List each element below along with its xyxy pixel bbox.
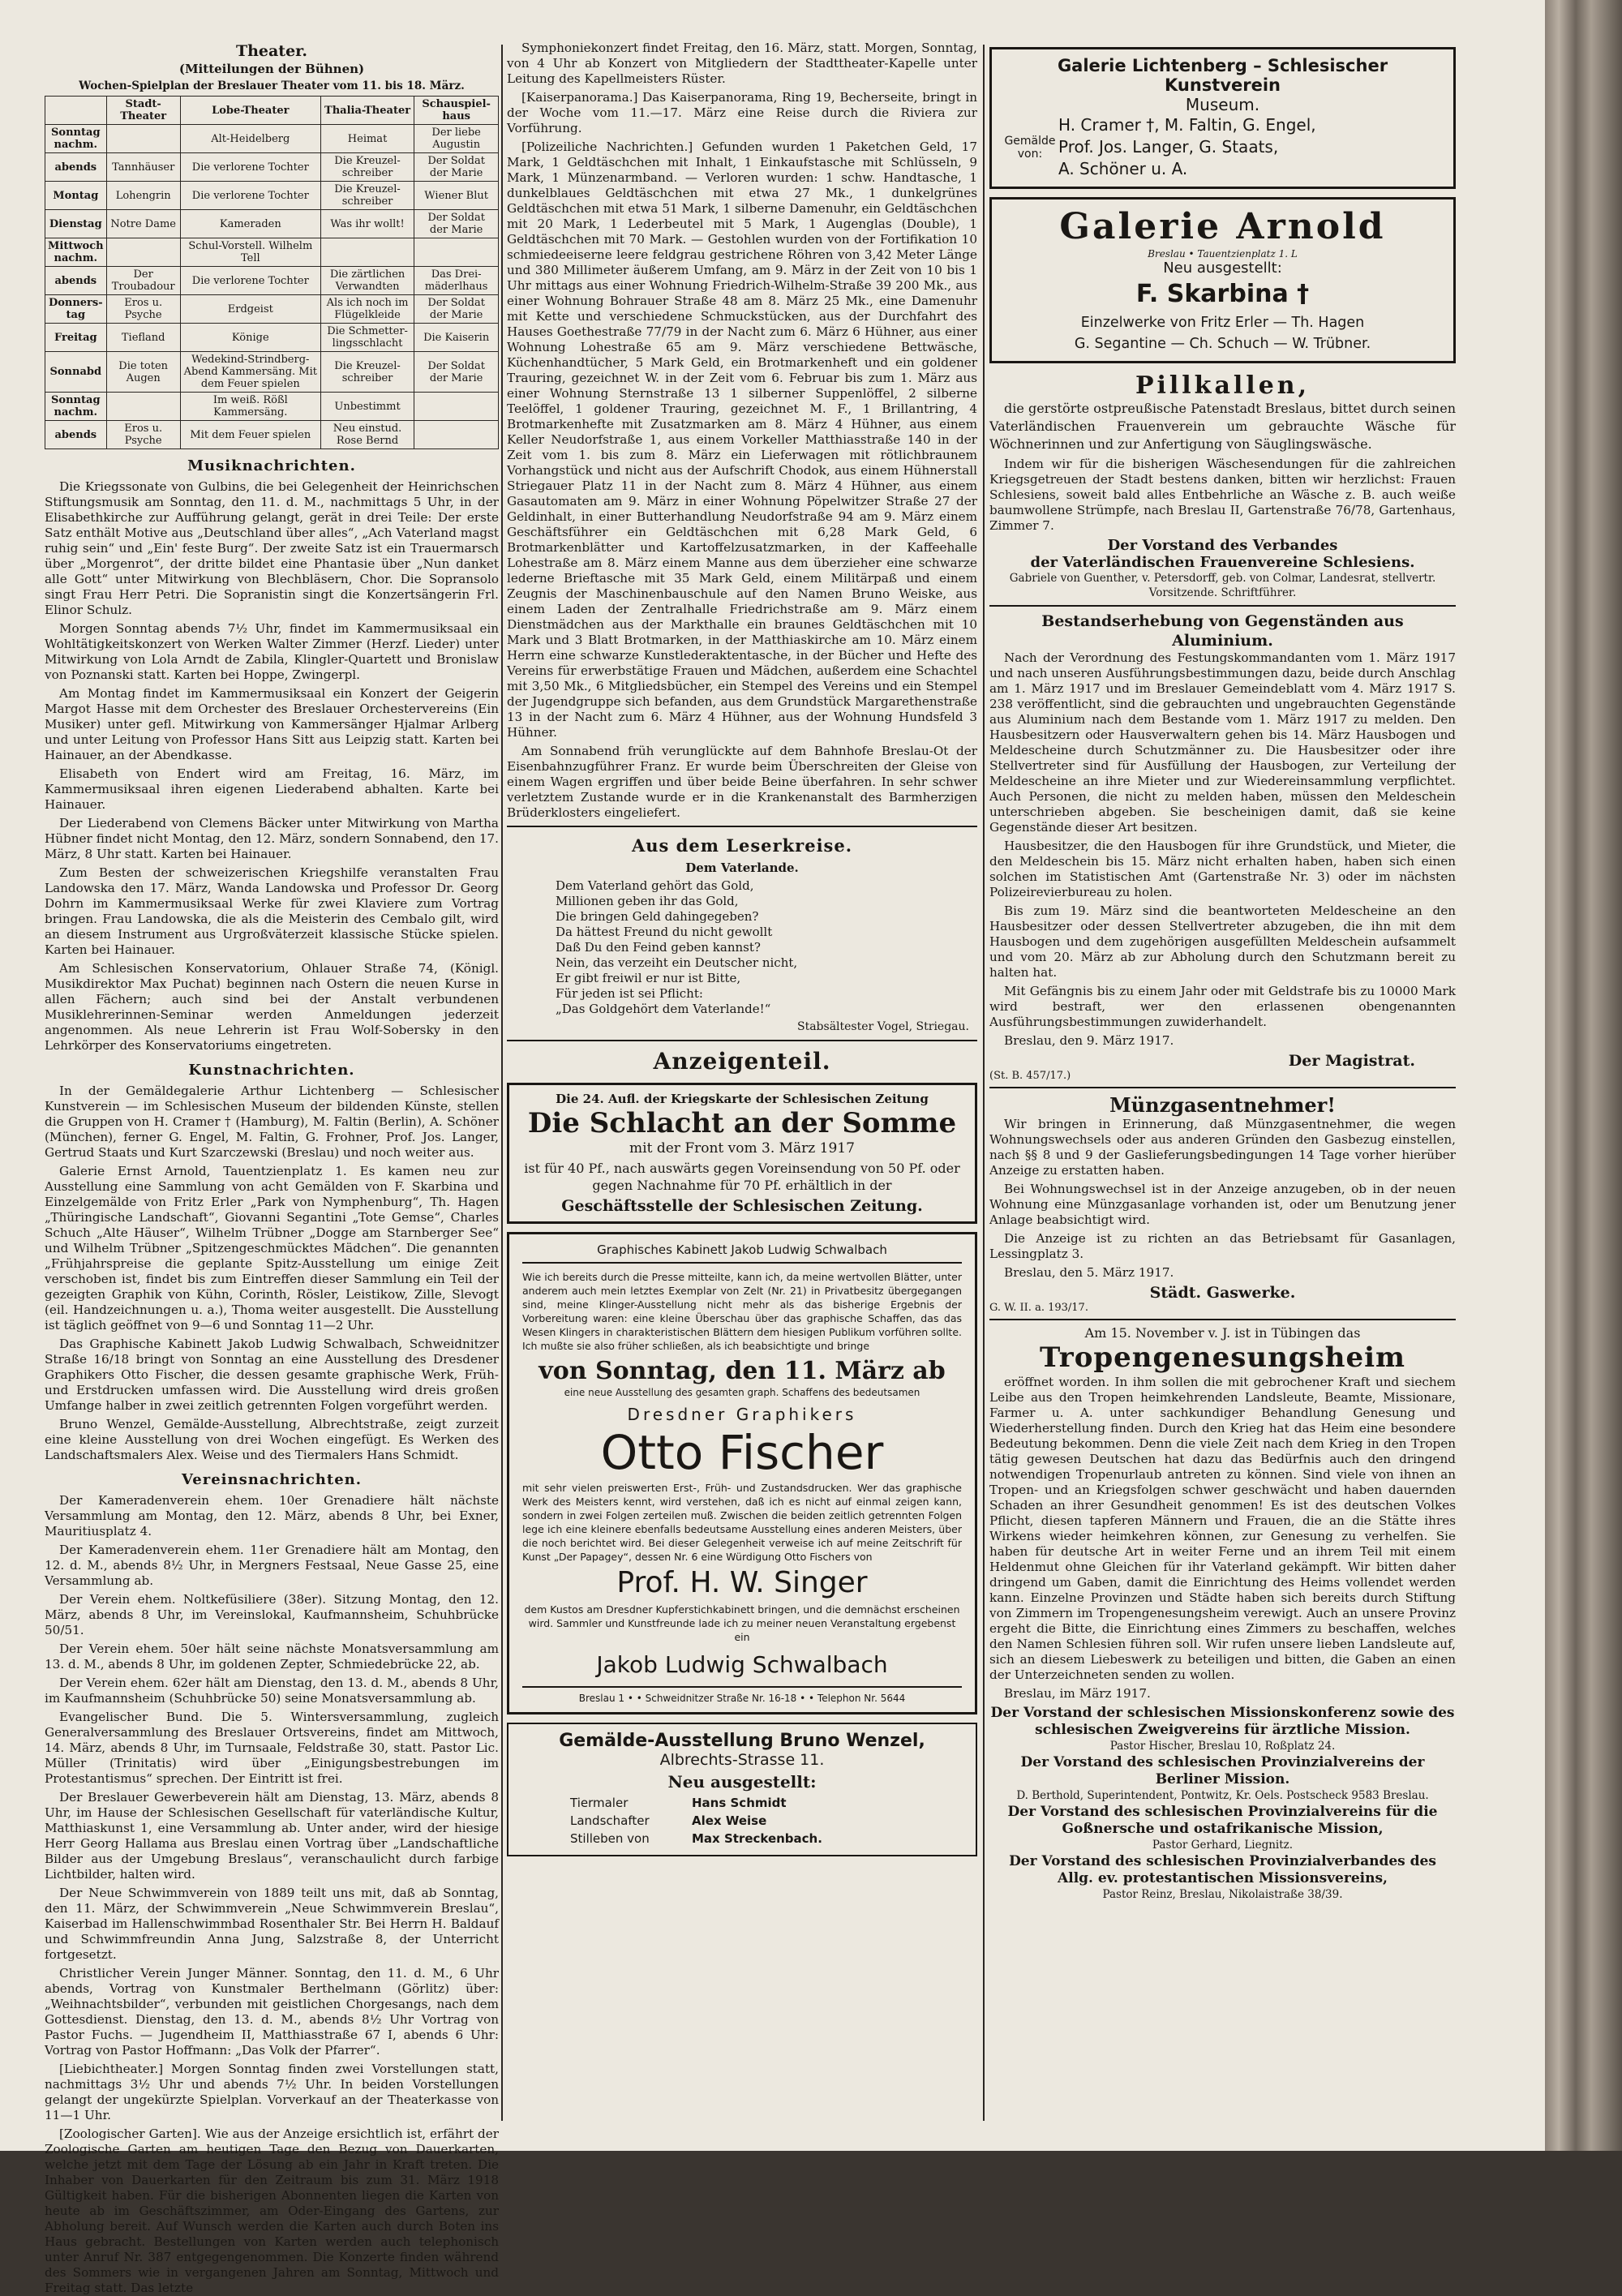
schwalbach-address: Breslau 1 • • Schweidnitzer Straße Nr. 16-18 • • Telephon Nr. 5644 <box>522 1686 962 1704</box>
divider <box>989 605 1456 607</box>
divider <box>989 1087 1456 1088</box>
divider <box>507 1040 977 1041</box>
paragraph: Der Kameradenverein ehem. 10er Grenadiere hält nächste Versammlung am Montag, den 12. März, abends 8 Uhr, bei Exner, Mauritiusplatz 4. <box>45 1493 499 1539</box>
kriegskarte-ad <box>507 1083 977 1224</box>
kriegskarte-line1: Die 24. Aufl. der Kriegskarte der Schlesischen Zeitung <box>556 1092 929 1106</box>
theater-cell: Die Kreuzel-schreiber <box>320 153 414 182</box>
poem-line: Da hättest Freund du nicht gewollt <box>556 925 773 939</box>
theater-cell: Die Schmetter-lingsschlacht <box>320 324 414 352</box>
paragraph: Morgen Sonntag abends 7½ Uhr, findet im Kammermusiksaal ein Wohltätigkeitskonzert von Werken Walter Zimmer (Herzf. Lieder) unter Mitwirkung von Lola Arndt de Zabila, Klingler-Quartett und Bronislaw von Poznanski statt. Karten bei Hoppe, Zwingerpl. <box>45 621 499 682</box>
pillkallen-title: Pillkallen, <box>1135 371 1311 400</box>
theater-cell: Das Drei-mäderlhaus <box>414 267 499 295</box>
paragraph: Bruno Wenzel, Gemälde-Ausstellung, Albrechtstraße, zeigt zurzeit eine kleine Ausstellung von drei Wochen eingefügt. Es Werken des Landschaftsmalers Alex. Weise und des Tiermalers Hans Schmidt. <box>45 1417 499 1462</box>
theater-cell: Eros u. Psyche <box>106 421 180 449</box>
theater-cell: Montag <box>45 182 107 210</box>
lichtenberg-artist-line: H. Cramer †, M. Faltin, G. Engel, <box>1058 115 1316 135</box>
theater-cell: Sonnabd <box>45 352 107 393</box>
lichtenberg-artists <box>1058 114 1444 180</box>
theater-cell: Eros u. Psyche <box>106 295 180 324</box>
musik-title: Musiknachrichten. <box>187 457 356 474</box>
theater-cell: Könige <box>180 324 320 352</box>
wenzel-item <box>570 1813 963 1829</box>
kaiserpanorama-paragraph: [Kaiserpanorama.] Das Kaiserpanorama, Ring 19, Becherseite, bringt in der Woche vom 11.—17. März eine Reise durch die Riviera zur Vorführung. <box>507 90 977 135</box>
theater-cell: Die Kaiserin <box>414 324 499 352</box>
liebich-paragraph: [Liebichtheater.] Morgen Sonntag finden zwei Vorstellungen statt, nachmittags 3½ Uhr und abends 7½ Uhr. In beiden Vorstellungen gelangt der ungekürzte Spielplan. Vorverkauf an der Theaterkasse von 11—1 Uhr. <box>45 2062 499 2122</box>
zoo-paragraph: [Zoologischer Garten]. Wie aus der Anzeige ersichtlich ist, erfährt der Zoologische Garten am heutigen Tage den Bezug von Dauerkarten, welche jetzt mit dem Tage der Lösung ab ein Jahr in Kraft treten. Die Inhaber von Dauerkarten für den Zeitraum bis zum 31. März 1918 Gültigkeit haben. Für die bisherigen Abonnenten liegen die Karten von heute ab im Geschäftszimmer, am Oder-Eingang des Gartens, zur Abholung bereit. Auf Wunsch werden die Karten auch durch Boten ins Haus gebracht. Bestellungen von Karten werden auch telephonisch unter Anruf Nr. 387 entgegengenommen. Die Konzerte finden während des Sommers wie in vergangenen Jahren am Sonntag, Mittwoch und Freitag statt. Das letzte <box>45 2126 499 2295</box>
theater-cell: Alt-Heidelberg <box>180 125 320 153</box>
theater-cell: Sonntag nachm. <box>45 125 107 153</box>
tropen-title: Tropengenesungsheim <box>1039 1341 1406 1374</box>
theater-cell: Die toten Augen <box>106 352 180 393</box>
tropen-signers <box>989 1705 1456 1902</box>
schwalbach-artist: Otto Fischer <box>600 1425 884 1480</box>
theater-cell <box>414 238 499 267</box>
theater-cell <box>414 393 499 421</box>
poem-lines <box>507 878 977 1017</box>
leserkreis-title: Aus dem Leserkreise. <box>631 835 853 856</box>
theater-cell: Die verlorene Tochter <box>180 267 320 295</box>
poem-line: „Das Goldgehört dem Vaterlande!“ <box>556 1002 771 1016</box>
theater-row <box>45 267 499 295</box>
bestand-date: Breslau, den 9. März 1917. <box>1004 1033 1174 1048</box>
arnold-name: F. Skarbina † <box>1135 280 1310 308</box>
paragraph: Am Schlesischen Konservatorium, Ohlauer Straße 74, (Königl. Musikdirektor Max Puchat) beginnen nach Ostern die neuen Kurse in allen Fächern; auch sind bei der Anstalt verbundenen Musiklehrerinnen-Seminar werden Anmeldungen jederzeit angenommen. Als neue Lehrerin ist Frau Wolf-Sobersky in den Lehrkörper des Konservatoriums eingetreten. <box>45 961 499 1053</box>
theater-cell: Schul-Vorstell. Wilhelm Tell <box>180 238 320 267</box>
theater-cell: Im weiß. Rößl Kammersäng. <box>180 393 320 421</box>
tropen-signer-line: Pastor Hischer, Breslau 10, Roßplatz 24. <box>1109 1740 1336 1753</box>
tropen-date: Breslau, im März 1917. <box>1004 1686 1151 1701</box>
unfall-paragraph: Am Sonnabend früh verunglückte auf dem Bahnhofe Breslau-Ot der Eisenbahnzugführer Franz. Er wurde beim Überschreiten der Gleise von einem Wagen ergriffen und über beide Beine überfahren. In sehr schwer verletztem Zustande wurde er in die Krankenanstalt des Barmherzigen Brüderklosters eingeliefert. <box>507 744 977 820</box>
paragraph: Am Montag findet im Kammermusiksaal ein Konzert der Geigerin Margot Hasse mit dem Orchester des Breslauer Orchestervereins (Ein Musiker) unter gefl. Mitwirkung von Kammersänger Hjalmar Arlberg und unter Leitung von Professor Hans Sitt aus Leipzig statt. Karten bei Hainauer, an der Abendkasse. <box>45 686 499 762</box>
tropen-signer-line: Der Vorstand des schlesischen Provinzialvereins der Berliner Mission. <box>1020 1754 1425 1787</box>
poem-line: Daß Du den Feind geben kannst? <box>556 940 761 955</box>
theater-cell: Der liebe Augustin <box>414 125 499 153</box>
wenzel-title: Gemälde-Ausstellung Bruno Wenzel, <box>559 1731 925 1751</box>
schwalbach-intro: Wie ich bereits durch die Presse mitteilte, kann ich, da meine wertvollen Blätter, unter anderem auch mein letztes Exemplar von Zelt (Nr. 21) in Privatbesitz übergegangen sind, meine Klinger-Ausstellung nicht mehr als das bisherige Ergebnis der Vorbereitung waren: eine kleine Überschau über das graphische Schaffen, das das Wesen Klingers in charakteristischen Blättern dem hiesigen Publikum vorführen sollte. Ich mußte sie also früher schließen, als ich beabsichtigte und bringe <box>522 1271 962 1352</box>
theater-row <box>45 125 499 153</box>
poem-line: Millionen geben ihr das Gold, <box>556 894 739 908</box>
kriegskarte-office: Geschäftsstelle der Schlesischen Zeitung. <box>561 1197 923 1215</box>
theater-week: Wochen-Spielplan der Breslauer Theater vom 11. bis 18. März. <box>79 79 465 92</box>
wenzel-ad <box>507 1723 977 1856</box>
theater-cell: Heimat <box>320 125 414 153</box>
polizei-paragraph: [Polizeiliche Nachrichten.] Gefunden wurden 1 Paketchen Geld, 17 Mark, 1 Geldtäschchen mit Inhalt, 1 Einkaufstasche mit Schlüsseln, 9 Mark, 1 Münzenarmband. — Verloren wurden: 1 schw. Handtasche, 1 dunkelblaues Geldtäschchen mit etwa 27 Mk., 1 dunkelgrünes Geldtäschchen mit etwa 51 Mark, 1 silberne Damenuhr, ein Geldtäschchen mit 20 Mark, 1 Lederbeutel mit 5 Mark, 1 Augenglas (Double), 1 Geldtäschchen mit 70 Mark. — Gestohlen wurden von der Fortifikation 10 schmiedeeiserne leere feldgrau gestrichene Röhren von 3,42 Meter Länge und 380 Millimeter äußerem Umfang, am 9. März in der Zeit von 10 bis 1 Uhr mittags aus einer Wohnung Friedrich-Wilhelm-Straße 39 200 Mk., aus einer Wohnung Bohrauer Straße 48 am 8. März 25 Mk., eine Damenuhr mit Kette und verschiedene Schmuckstücken, aus der Durchfahrt des Hauses Goethestraße 77/79 in der Nacht zum 6. März 6 Hühner, aus einer Wohnung Lohestraße 65 am 9. März verschiedene Bettwäsche, Küchenhandtücher, 5 Mark Geld, ein Brotmarkenheft und ein goldener Trauring, gezeichnet W. in der Zeit vom 6. Februar bis zum 1. März aus einer Wohnung Sternstraße 13 1 silberner Suppenlöffel, 2 silberne Teelöffel, 1 goldener Trauring, gezeichnet M. F., 1 Brillantring, 4 Brotmarkenhefte mit Zusatzmarken am 8. März 4 Hühner, aus einem Keller Neudorfstraße 1, aus einem Vorkeller Matthiasstraße 140 in der Zeit vom 1. bis zum 8. März ein Lieferwagen mit rötlichbraunem Vorhangstück und nicht aus der Aufschrift Chodok, aus einem Hühnerstall Striegauer Platz 11 in der Nacht zum 8. März 4 Hühner, aus einem Gasautomaten am 9. März in einer Wohnung Pöpelwitzer Straße 27 der Geldinhalt, in einer Butterhandlung Neudorfstraße 94 am 9. März einem Geschäftsführer ein Geldtäschchen mit 6,28 Mark Geld, 6 Brotmarkenblätter und Kartoffelzusatzmarken, in der Kaffeehalle Lohestraße am 8. März einem Manne aus dem überzieher eine schwarze lederne Brieftasche mit 35 Mark Geld, einem Militärpaß und einem Zeugnis der Maschinenbauschule auf den Namen Bruno Weiske, aus einem Laden der Zentralhalle Friedrichstraße am 9. März einem Dienstmädchen aus der Markthalle ein braunes Geldtäschchen mit 10 Mark und 3 Blatt Brotmarken, in der Matthiaskirche am 10. März einem Herrn eine schwarze Kunstlederaktentasche, in der Bücher und Hefte des Vereins für erwerbstätige Frauen und Mädchen, außerdem eine Schachtel mit 3,50 Mk., 6 Mitgliedsbücher, ein Stempel des Vereins und ein Stempel der Jugendgruppe sich befanden, aus dem Grundstück Margarethenstraße 13 in der Nacht zum 6. März 4 Hühner, aus der Wohnung Hundsfeld 3 Hühner. <box>507 139 977 740</box>
kriegskarte-price: ist für 40 Pf., nach auswärts gegen Voreinsendung von 50 Pf. oder gegen Nachnahme für 70 Pf. erhältlich in der <box>524 1161 960 1193</box>
wenzel-item-name: Hans Schmidt <box>692 1796 787 1810</box>
theater-cell: Die Kreuzel-schreiber <box>320 182 414 210</box>
theater-cell: Tiefland <box>106 324 180 352</box>
theater-row <box>45 153 499 182</box>
paragraph: Der Neue Schwimmverein von 1889 teilt uns mit, daß ab Sonntag, den 11. März, der Schwimmverein „Neue Schwimmverein Breslau“, Kaiserbad im Hallenschwimmbad Rosenthaler Str. Bei Herrn H. Baldauf und Schwimmfreundin Anna Jung, Salzstraße 8, der Unterricht fortgesetzt. <box>45 1886 499 1962</box>
schwalbach-subline: eine neue Ausstellung des gesamten graph. Schaffens des bedeutsamen <box>564 1387 920 1398</box>
theater-row <box>45 352 499 393</box>
tropen-intro: Am 15. November v. J. ist in Tübingen das <box>1084 1325 1361 1341</box>
muenzgas-body2: Bei Wohnungswechsel ist in der Anzeige anzugeben, ob in der neuen Wohnung eine Münzgasanlage vorhanden ist, oder um Benutzung jener Anlage beabsichtigt wird. <box>989 1182 1456 1227</box>
column-rule-1 <box>501 45 503 2121</box>
bestand-body3: Bis zum 19. März sind die beantworteten Meldescheine an den Hausbesitzer oder dessen Stellvertreter abzugeben, die ihn mit dem Hausbogen und dem zugehörigen ausgefüllten Meldeschein aufsammelt und vom 20. März ab zur Abholung durch den Schutzmann bereit zu halten hat. <box>989 903 1456 980</box>
kunst-paragraphs <box>45 1084 499 1463</box>
wenzel-item-name: Max Streckenbach. <box>692 1831 822 1846</box>
paragraph: Der Verein ehem. 50er hält seine nächste Monatsversammlung am 13. d. M., abends 8 Uhr, im goldenen Zepter, Schmiedebrücke 22, ab. <box>45 1642 499 1672</box>
lichtenberg-artist-line: Prof. Jos. Langer, G. Staats, <box>1058 137 1279 157</box>
theater-cell <box>106 125 180 153</box>
schwalbach-body: mit sehr vielen preiswerten Erst-, Früh- und Zustandsdrucken. Wer das graphische Werk des Meisters kennt, wird verstehen, daß ich es nicht auf einmal zeigen kann, sondern in zwei Folgen zerteilen muß. Zwischen die beiden zeitlich getrennten Folgen lege ich eine kleinere ebenfalls bedeutsame Ausstellung eines anderen Meisters, über die noch berichtet wird. Bei dieser Gelegenheit verweise ich auf meine Zeitschrift für Kunst „Der Papagey“, dessen Nr. 6 eine Würdigung Otto Fischers von <box>522 1482 962 1563</box>
pillkallen-signer1: Der Vorstand des Verbandes <box>1107 537 1338 554</box>
theater-header-cell <box>45 97 107 125</box>
lichtenberg-museum: Museum. <box>1185 95 1260 114</box>
theater-cell: Der Soldat der Marie <box>414 153 499 182</box>
arnold-address: Breslau • Tauentzienplatz 1. L <box>1148 248 1298 260</box>
poem-line: Er gibt freiwil er nur ist Bitte, <box>556 971 741 985</box>
theater-cell: Erdgeist <box>180 295 320 324</box>
poem-line: Dem Vaterland gehört das Gold, <box>556 878 754 893</box>
muenzgas-body3: Die Anzeige ist zu richten an das Betriebsamt für Gasanlagen, Lessingplatz 3. <box>989 1231 1456 1261</box>
theater-header-cell: Schauspiel-haus <box>414 97 499 125</box>
muenzgas-body: Wir bringen in Erinnerung, daß Münzgasentnehmer, die wegen Wohnungswechsels oder aus anderen Gründen den Gasbezug einstellen, nach §§ 8 und 9 der Gaslieferungsbedingungen 14 Tage vorher hierüber Anzeige zu erstatten haben. <box>989 1117 1456 1178</box>
theater-row <box>45 393 499 421</box>
theater-cell: Mit dem Feuer spielen <box>180 421 320 449</box>
poem-line: Nein, das verzeiht ein Deutscher nicht, <box>556 955 798 970</box>
theater-cell: Als ich noch im Flügelkleide <box>320 295 414 324</box>
theater-cell: Notre Dame <box>106 210 180 238</box>
theater-cell <box>320 238 414 267</box>
divider <box>507 826 977 827</box>
theater-row <box>45 238 499 267</box>
arnold-line1: Einzelwerke von Fritz Erler — Th. Hagen <box>1080 315 1365 331</box>
wenzel-items <box>521 1795 963 1847</box>
kriegskarte-front: mit der Front vom 3. März 1917 <box>629 1140 855 1157</box>
schwalbach-header: Graphisches Kabinett Jakob Ludwig Schwalbach <box>522 1242 962 1264</box>
schwalbach-signature: Jakob Ludwig Schwalbach <box>596 1651 888 1678</box>
theater-row <box>45 295 499 324</box>
theater-cell: Neu einstud. Rose Bernd <box>320 421 414 449</box>
muenzgas-date: Breslau, den 5. März 1917. <box>1004 1265 1174 1280</box>
paragraph: Zum Besten der schweizerischen Kriegshilfe veranstalten Frau Landowska den 17. März, Wanda Landowska und Professor Dr. Georg Dohrn im Kammermusiksaal Werke für zwei Klaviere zum Vortrag bringen. Frau Landowska, die als die Meisterin des Cembalo gilt, wird an diesem Instrument aus Urgroßväterzeit klassische Stücke spielen. Karten bei Hainauer. <box>45 865 499 957</box>
poem-title: Dem Vaterlande. <box>685 860 799 875</box>
bestand-body4: Mit Gefängnis bis zu einem Jahr oder mit Geldstrafe bis zu 10000 Mark wird bestraft, wer den erlassenen obengenannten Ausführungsbestimmungen zuwiderhandelt. <box>989 984 1456 1029</box>
paragraph: In der Gemäldegalerie Arthur Lichtenberg — Schlesischer Kunstverein — im Schlesischen Museum der bildenden Künste, stellen die Gruppen von H. Cramer † (Hamburg), M. Faltin (Berlin), A. Schöner (München), ferner G. Engel, M. Faltin, G. Frohner, Prof. Jos. Langer, Gertrud Staats und Kurt Szarczewski (Breslau) und noch weiter aus. <box>45 1084 499 1160</box>
paragraph: Der Liederabend von Clemens Bäcker unter Mitwirkung von Martha Hübner findet nicht Montag, den 12. März, sondern Sonnabend, den 17. März, 8 Uhr statt. Karten bei Hainauer. <box>45 816 499 861</box>
pillkallen-body: die gerstörte ostpreußische Patenstadt Breslaus, bittet durch seinen Vaterländischen Frauenverein um gebrauchte Wäsche für Wöchnerinnen und zur Anfertigung von Säuglingswäsche. <box>989 401 1456 452</box>
theater-cell: Die Kreuzel-schreiber <box>320 352 414 393</box>
arnold-line2: G. Segantine — Ch. Schuch — W. Trübner. <box>1074 336 1371 352</box>
book-binding-edge <box>1545 0 1622 2151</box>
tropen-signer-line: D. Berthold, Superintendent, Pontwitz, Kr. Oels. Postscheck 9583 Breslau. <box>1016 1789 1429 1802</box>
theater-cell: abends <box>45 153 107 182</box>
theater-cell: Der Troubadour <box>106 267 180 295</box>
muenzgas-title: Münzgasentnehmer! <box>1109 1093 1336 1117</box>
paragraph: Die Kriegssonate von Gulbins, die bei Gelegenheit der Heinrichschen Stiftungsmusik am Sonntag, den 11. d. M., nachmittags 5 Uhr, in der Elisabethkirche zur Aufführung gelangt, gerät in drei Teile: Der erste Satz enthält Motive aus „Deutschland über alles“, „Ach Vaterland magst ruhig sein“ und „Ein' feste Burg“. Der zweite Satz ist ein Trauermarsch über „Morgenrot“, der dritte bildet eine Phantasie über „Nun danket alle Gott“ unter Mitwirkung von Blechbläsern, Chor. Die Sopransolo singt Frau Herr Petri. Die Sopranistin singt die Konzertsängerin Frl. Elinor Schulz. <box>45 479 499 617</box>
theater-cell <box>414 421 499 449</box>
lichtenberg-title: Galerie Lichtenberg – Schlesischer Kunstverein <box>1057 56 1388 95</box>
schwalbach-date: von Sonntag, den 11. März ab <box>539 1357 946 1385</box>
symphonie-paragraph: Symphoniekonzert findet Freitag, den 16. März, statt. Morgen, Sonntag, von 4 Uhr ab Konzert von Mitgliedern der Stadttheater-Kapelle unter Leitung des Kapellmeisters Rüster. <box>507 41 977 86</box>
bestand-title: Bestandserhebung von Gegenständen aus Aluminium. <box>1041 612 1404 650</box>
paragraph: Christlicher Verein Junger Männer. Sonntag, den 11. d. M., 6 Uhr abends, Vortrag von Kunstmaler Berthelmann (Görlitz) über: „Weihnachtsbilder“, verbunden mit geistlichen Chorgesangs, nach dem Gottesdienst. Dienstag, den 13. d. M., abends 8½ Uhr Vortrag von Pastor Fuchs. — Jugendheim II, Matthiasstraße 67 I, abends 6 Uhr: Vortrag von Pastor Hoffmann: „Das Volk der Pfarrer“. <box>45 1966 499 2058</box>
tropen-signer-line: Pastor Reinz, Breslau, Nikolaistraße 38/39. <box>1102 1888 1343 1901</box>
theater-row <box>45 324 499 352</box>
musik-paragraphs <box>45 479 499 1054</box>
theater-row <box>45 421 499 449</box>
wenzel-item <box>570 1795 963 1811</box>
wenzel-address: Albrechts-Strasse 11. <box>659 1751 825 1769</box>
column-left <box>45 41 499 2295</box>
verein-title: Vereinsnachrichten. <box>181 1471 363 1488</box>
wenzel-item-label: Stilleben von <box>570 1831 650 1846</box>
theater-subtitle: (Mitteilungen der Bühnen) <box>178 62 365 76</box>
theater-row <box>45 210 499 238</box>
kriegskarte-title: Die Schlacht an der Somme <box>527 1107 957 1139</box>
paragraph: Der Breslauer Gewerbeverein hält am Dienstag, 13. März, abends 8 Uhr, im Hause der Schlesischen Gesellschaft für vaterländische Kultur, Matthiaskunst 1, eine Versammlung ab. Unter ander, wird der hiesige Herr Georg Hallama aus Breslau einen Vortrag über „Landschaftliche Bilder aus der Umgebung Breslaus“, veranschaulicht durch farbige Lichtbilder, halten wird. <box>45 1790 499 1882</box>
theater-cell: Dienstag <box>45 210 107 238</box>
theater-cell: Die zärtlichen Verwandten <box>320 267 414 295</box>
lichtenberg-artist-line: A. Schöner u. A. <box>1058 159 1188 178</box>
bestand-signer: Der Magistrat. <box>1288 1052 1415 1070</box>
theater-cell: Mittwoch nachm. <box>45 238 107 267</box>
theater-header-cell: Thalia-Theater <box>320 97 414 125</box>
paragraph: Das Graphische Kabinett Jakob Ludwig Schwalbach, Schweidnitzer Straße 16/18 bringt von Sonntag an eine Ausstellung des Dresdener Graphikers Otto Fischer, die dessen gesamte graphische Werk, Früh- und Erstdrucken umfassen wird. Die Ausstellung wird dreis großen Umfange halber in zwei zeitlich getrennten Folgen vorgeführt werden. <box>45 1337 499 1413</box>
bestand-ref: (St. B. 457/17.) <box>989 1070 1071 1082</box>
kunst-title: Kunstnachrichten. <box>188 1062 355 1079</box>
tropen-body: eröffnet worden. In ihm sollen die mit gebrochener Kraft und siechem Leibe aus den Tropen heimkehrenden Landsleute, Beamte, Missionare, Farmer u. A. unter sachkundiger Behandlung Genesung und Wiederherstellung finden. Durch den Krieg hat das Heim eine besondere Bedeutung bekommen. Denn die viele Zeit nach dem Krieg in den Tropen tätig gewesen Deutschen hat dazu das Bedürfnis auch den dringend notwendigen Tropenurlaub antreten zu können. Sind viele von ihnen an Tropen- und an Kriegsfolgen schwer geschwächt und haben dauernden Schaden an ihrer Gesundheit genommen! Es ist des deutschen Volkes Pflicht, diesen tapferen Männern und Frauen, die an die Stätte ihres Wirkens wieder heimkehren können, zur Genesung zu verhelfen. Sie haben für deutsche Art in weiter Ferne und an ihrem Teil mit einem Heldenmut ohne Gleichen für ihr Vaterland gekämpft. Wir bitten daher dringend um Gaben, damit die Einrichtung des Heims vollendet werden kann. Einzelne Provinzen und Städte haben sich bereits durch Stiftung von Zimmern im Tropengenesungsheim verewigt. Auch an unsere Provinz ergeht die Bitte, die Einrichtung eines Zimmers zu beschaffen, welches den Namen Schlesien führen soll. Wir rufen unsere lieben Landsleute auf, sich an diesem Liebeswerk zu beteiligen und bitten, die Gaben an einen der Unterzeichneten senden zu wollen. <box>989 1375 1456 1682</box>
paragraph: Elisabeth von Endert wird am Freitag, 16. März, im Kammermusiksaal ihren eigenen Liederabend abhalten. Karte bei Hainauer. <box>45 766 499 812</box>
theater-cell <box>106 238 180 267</box>
paragraph: Der Kameradenverein ehem. 11er Grenadiere hält am Montag, den 12. d. M., abends 8½ Uhr, in Mergners Festsaal, Neue Gasse 25, eine Versammlung ab. <box>45 1543 499 1588</box>
theater-cell: Was ihr wollt! <box>320 210 414 238</box>
tropen-signer-line: Pastor Gerhard, Liegnitz. <box>1152 1839 1294 1852</box>
theater-cell: Unbestimmt <box>320 393 414 421</box>
column-middle <box>507 41 977 2133</box>
theater-cell: Die verlorene Tochter <box>180 182 320 210</box>
theater-cell: Wedekind-Strindberg-Abend Kammersäng. Mit dem Feuer spielen <box>180 352 320 393</box>
theater-cell: Donners-tag <box>45 295 107 324</box>
tropen-signer-line: Der Vorstand des schlesischen Provinzialvereins für die Goßnersche und ostafrikanische Mission, <box>1007 1804 1438 1837</box>
theater-cell: Lohengrin <box>106 182 180 210</box>
muenzgas-ref: G. W. II. a. 193/17. <box>989 1302 1088 1314</box>
wenzel-item <box>570 1830 963 1847</box>
wenzel-item-label: Landschafter <box>570 1813 650 1828</box>
pillkallen-names: Gabriele von Guenther, v. Petersdorff, geb. von Colmar, Landesrat, stellvertr. Vorsitzende. Schriftführer. <box>1009 572 1436 599</box>
divider <box>989 1319 1456 1320</box>
wenzel-item-name: Alex Weise <box>692 1813 767 1828</box>
theater-cell: Tannhäuser <box>106 153 180 182</box>
paragraph: Galerie Ernst Arnold, Tauentzienplatz 1. Es kamen neu zur Ausstellung eine Sammlung von acht Gemälden von F. Skarbina und Einzelgemälde von Fritz Erler „Park von Nymphenburg“, Th. Hagen „Thüringische Landschaft“, Giovanni Segantini „Tote Gemse“, Charles Schuch „Alte Häuser“, Wilhelm Trübner „Dogge am Starnberger See“ und Wilhelm Trübner „Spitzengeschmücktes Mädchen“. Die genannten „Frühjahrspreise die geplante Spitz-Ausstellung um einige Zeit verschoben ist, findet bis zum Eintreffen dieser Sammlung ein Teil der gezeigten Graphik von Kühn, Corinth, Rösler, Leistikow, Zille, Slevogt (eil. Handzeichnungen u. a.), Thoma weiter ausgestellt. Die Ausstellung ist täglich geöffnet von 9—6 und Sonntag 11—2 Uhr. <box>45 1164 499 1333</box>
theater-header-cell: Lobe-Theater <box>180 97 320 125</box>
poem-signature: Stabsältester Vogel, Striegau. <box>796 1020 969 1033</box>
anzeigenteil-title: Anzeigenteil. <box>653 1048 831 1075</box>
paragraph: Evangelischer Bund. Die 5. Wintersversammlung, zugleich Generalversammlung des Breslauer Ortsvereins, findet am Mittwoch, 14. März, abends 8 Uhr, im Turnsaale, Feldstraße 30, statt. Pastor Lic. Müller (Trinitatis) wird über „Einigungsbestrebungen im Protestantismus“ sprechen. Der Eintritt ist frei. <box>45 1710 499 1786</box>
theater-header-cell: Stadt-Theater <box>106 97 180 125</box>
schwalbach-professor: Prof. H. W. Singer <box>616 1566 868 1599</box>
theater-cell: Der Soldat der Marie <box>414 295 499 324</box>
pillkallen-body2: Indem wir für die bisherigen Wäschesendungen für die zahlreichen Kriegsgetreuen der Stadt bestens danken, bitten wir herzlichst: Frauen Schlesiens, soweit bald alles Entbehrliche an Wäsche z. B. auch weiße baumwollene Strümpfe, nach Breslau II, Gartenstraße 76/78, Gartenhaus, Zimmer 7. <box>989 457 1456 533</box>
arnold-neu: Neu ausgestellt: <box>1163 260 1282 277</box>
theater-cell: Wiener Blut <box>414 182 499 210</box>
theater-cell: Die verlorene Tochter <box>180 153 320 182</box>
arnold-title: Galerie Arnold <box>1059 206 1386 247</box>
column-right <box>989 41 1456 2133</box>
wenzel-item-label: Tiermaler <box>570 1796 629 1810</box>
lichtenberg-ad <box>989 47 1456 189</box>
theater-title: Theater. <box>235 42 308 60</box>
schwalbach-outro: dem Kustos am Dresdner Kupferstichkabinett bringen, und die demnächst erscheinen wird. Sammler und Kunstfreunde lade ich zu meiner neuen Veranstaltung ergebenst ein <box>524 1603 960 1643</box>
paragraph: Der Verein ehem. Noltkefüsiliere (38er). Sitzung Montag, den 12. März, abends 8 Uhr, im Vereinslokal, Kaufmannsheim, Schuhbrücke 50/51. <box>45 1592 499 1637</box>
paragraph: Der Verein ehem. 62er hält am Dienstag, den 13. d. M., abends 8 Uhr, im Kaufmannsheim (Schuhbrücke 50) seine Monatsversammlung ab. <box>45 1676 499 1706</box>
theater-cell: abends <box>45 267 107 295</box>
theater-cell <box>106 393 180 421</box>
tropen-signer-line: Der Vorstand des schlesischen Provinzialverbandes des Allg. ev. protestantischen Missionsvereins, <box>1009 1853 1436 1886</box>
theater-cell: Freitag <box>45 324 107 352</box>
theater-schedule-table <box>45 96 499 449</box>
theater-cell: Der Soldat der Marie <box>414 352 499 393</box>
lichtenberg-label: Gemälde von: <box>1004 134 1056 161</box>
column-rule-2 <box>983 45 985 2121</box>
pillkallen-signer2: der Vaterländischen Frauenvereine Schlesiens. <box>1030 554 1415 571</box>
muenzgas-signer: Städt. Gaswerke. <box>1149 1284 1296 1302</box>
schwalbach-dresdner: Dresdner Graphikers <box>627 1405 857 1424</box>
theater-cell: abends <box>45 421 107 449</box>
theater-cell: Sonntag nachm. <box>45 393 107 421</box>
theater-cell: Der Soldat der Marie <box>414 210 499 238</box>
schwalbach-ad <box>507 1232 977 1714</box>
tropen-signer-line: Der Vorstand der schlesischen Missionskonferenz sowie des schlesischen Zweigvereins für ärztliche Mission. <box>990 1705 1455 1738</box>
verein-paragraphs <box>45 1493 499 2058</box>
bestand-body2: Hausbesitzer, die den Hausbogen für ihre Grundstück, und Mieter, die den Meldeschein bis 15. März nicht erhalten haben, haben sich einen solchen im Statistischen Amt (Gartenstraße Nr. 3) oder im nächsten Polizeirevierbureau zu holen. <box>989 839 1456 899</box>
bestand-body: Nach der Verordnung des Festungskommandanten vom 1. März 1917 und nach unseren Ausführungsbestimmungen dazu, beide durch Anschlag am 1. März 1917 und im Breslauer Gemeindeblatt vom 4. März 1917 S. 238 veröffentlicht, sind die gebrauchten und ungebrauchten Gegenstände aus Aluminium nach dem Bestande vom 1. März 1917 zu melden. Den Hausbesitzern oder Hausverwaltern gehen bis 14. März Hausbogen und Meldescheine durch Schutzmänner zu. Die Hausbesitzer oder ihre Stellvertreter sind für Ausfüllung der Hausbogen, zur Verteilung der Meldescheine an ihre Mieter und zur Wiedereinsammlung verpflichtet. Auch Personen, die nicht zu melden haben, müssen den Meldeschein unterschrieben abgeben. Sie bescheinigen damit, daß sie keine Gegenstände dieser Art besitzen. <box>989 650 1456 835</box>
theater-cell: Kameraden <box>180 210 320 238</box>
poem-line: Die bringen Geld dahingegeben? <box>556 909 759 924</box>
arnold-ad <box>989 197 1456 363</box>
wenzel-neu: Neu ausgestellt: <box>667 1772 817 1792</box>
poem-line: Für jeden ist sei Pflicht: <box>556 986 703 1001</box>
theater-row <box>45 182 499 210</box>
